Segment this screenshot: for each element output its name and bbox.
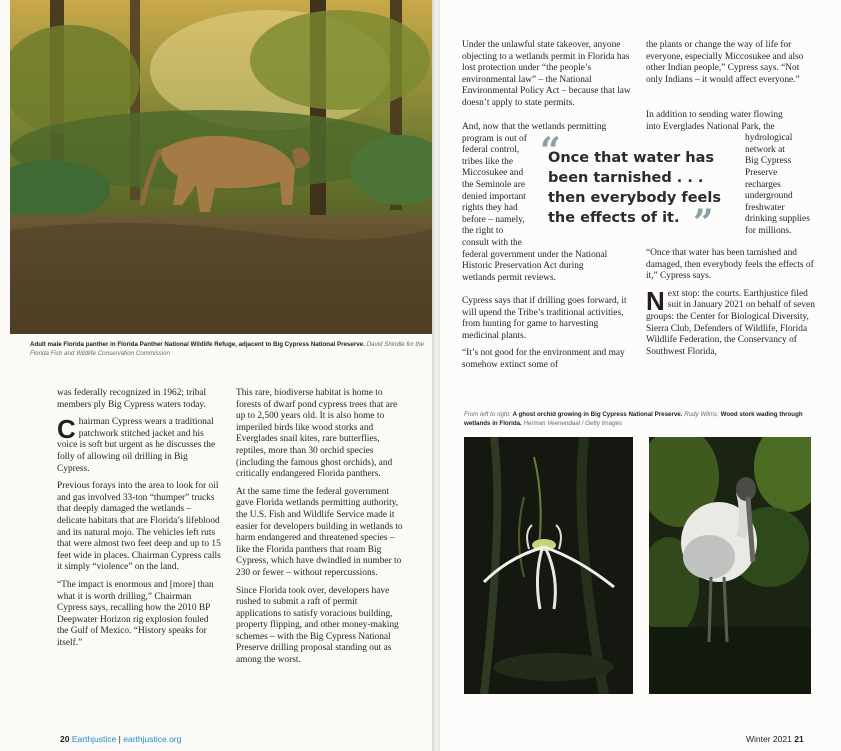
left-column-2 bbox=[236, 388, 404, 673]
text-line: drinking supplies bbox=[745, 214, 810, 225]
text-line: freshwater bbox=[745, 202, 785, 213]
text-line: program is out of bbox=[462, 133, 527, 144]
paragraph-next-stop bbox=[646, 285, 816, 359]
paragraph: Since Florida took over, developers have rushed to submit a raft of permit applications to satisfy voracious building, property flipping, and other money-making schemes – with the Big Cypress National Preserve drilling proposal standing out as among the worst. bbox=[236, 585, 399, 666]
issue-season: Winter 2021 bbox=[746, 734, 792, 744]
paragraph: Under the unlawful state takeover, anyone objecting to a wetlands permit in Florida has lost protection under “the people’s environmental law” – the National Environmental Policy Act – because that law doesn’t apply to state permits. bbox=[462, 40, 631, 108]
panther-photo bbox=[10, 0, 434, 334]
text-line: Miccosukee and bbox=[462, 168, 524, 179]
dropcap: C bbox=[57, 414, 76, 445]
paragraph: the plants or change the way of life for everyone, especially Miccosukee and also other Indian people,” Cypress says. “Not only Indians – it would affect everyone.” bbox=[646, 40, 804, 85]
text-line: hydrological bbox=[745, 133, 793, 144]
page-number: 21 bbox=[794, 734, 804, 744]
caption-lead: From left to right: bbox=[464, 411, 511, 418]
text-line: rights they had bbox=[462, 203, 518, 214]
paragraph: “Once that water has been tarnished and damaged, then everybody feels the effects of it,” Cypress says. bbox=[646, 248, 814, 282]
text-line: for millions. bbox=[745, 225, 792, 236]
text-line: wetlands permit reviews. bbox=[462, 272, 556, 283]
paragraph: “It’s not good for the environment and may somehow extinct some of bbox=[462, 348, 625, 370]
wood-stork-photo bbox=[649, 437, 811, 694]
paragraph-text: hairman Cypress wears a traditional patchwork stitched jacket and his voice is soft but urgent as he discusses the folly of allowing oil drilling in Big Cypress. bbox=[57, 417, 216, 474]
pullquote-line: Once that water has bbox=[548, 150, 715, 166]
right-page bbox=[440, 0, 841, 751]
caption-title: A ghost orchid growing in Big Cypress National Preserve. bbox=[512, 411, 683, 418]
paragraph-text: ext stop: the courts. Earthjustice filed suit in January 2021 on behalf of seven groups: the Center for Biological Diversity, Sierra Club, Defenders of Wildlife, Florida Wildlife Federation, the Conservancy of Southwest Florida, bbox=[646, 288, 815, 357]
publication-url[interactable]: earthjustice.org bbox=[123, 734, 182, 744]
right-column-1 bbox=[462, 40, 632, 116]
text-line: In addition to sending water flowing bbox=[646, 110, 783, 120]
text-line: Big Cypress bbox=[745, 156, 792, 167]
text-line: into Everglades National Park, the bbox=[646, 121, 775, 132]
pullquote-close-mark: ” bbox=[693, 202, 714, 244]
left-folio bbox=[60, 734, 181, 744]
text-line: consult with the bbox=[462, 237, 522, 248]
folio-separator: | bbox=[118, 734, 121, 744]
photos-caption bbox=[464, 410, 814, 428]
paragraph-chairman bbox=[57, 414, 221, 475]
text-line: And, now that the wetlands permitting bbox=[462, 122, 607, 132]
right-column-1-lower bbox=[462, 296, 632, 378]
caption-credit: David Shindle for the Florida Fish and Wildlife Conservation Commission bbox=[30, 341, 425, 357]
text-line: before – namely, bbox=[462, 214, 525, 225]
text-line: denied important bbox=[462, 191, 526, 202]
text-line: recharges bbox=[745, 179, 781, 190]
paragraph: Previous forays into the area to look for oil and gas involved 33-ton “thumper” trucks that deeply damaged the wetlands – delicate habitats that are Florida’s lifeblood and its natural mojo. The vehicles left ruts that were almost two feet deep and up to 15 feet wide in places. Chairman Cypress calls it simply “violence” on the land. bbox=[57, 481, 221, 573]
paragraph: “The impact is enormous and [more] than what it is worth drilling,” Chairman Cypress says, recalling how the 2010 BP Deepwater Horizon rig explosion fouled the Gulf of Mexico. “History speaks for itself.” bbox=[57, 579, 214, 648]
panther-photo-caption bbox=[30, 340, 430, 358]
left-column-1 bbox=[57, 388, 221, 655]
text-line: federal government under the National bbox=[462, 249, 608, 260]
caption-title: Adult male Florida panther in Florida Panther National Wildlife Refuge, adjacent to Big Cypress National Preserve. bbox=[30, 341, 365, 348]
caption-credit: Rudy Wilms; bbox=[684, 411, 719, 418]
right-column-2-lower bbox=[646, 248, 816, 364]
text-line: underground bbox=[745, 191, 793, 202]
paragraph: was federally recognized in 1962; tribal members ply Big Cypress waters today. bbox=[57, 388, 207, 410]
text-line: Preserve bbox=[745, 167, 778, 178]
publication-name: Earthjustice bbox=[71, 734, 117, 744]
ghost-orchid-photo bbox=[464, 437, 633, 694]
text-line: the Seminole are bbox=[462, 179, 525, 190]
right-column-2 bbox=[646, 40, 812, 92]
pullquote-line: then everybody feels bbox=[548, 190, 721, 206]
text-line: network at bbox=[745, 144, 785, 155]
text-line: tribes like the bbox=[462, 156, 514, 167]
dropcap: N bbox=[646, 285, 665, 316]
paragraph: Cypress says that if drilling goes forward, it will upend the Tribe’s traditional activities, from hunting for game to harvesting medicinal plants. bbox=[462, 296, 627, 341]
pullquote-line: been tarnished . . . bbox=[548, 170, 704, 186]
paragraph: This rare, biodiverse habitat is home to forests of dwarf pond cypress trees that are up to 2,500 years old. It is also home to imperiled birds like wood storks and Everglades snail kites, rare butterflies, reptiles, more than 30 orchid species (including the famous ghost orchids), and critically endangered Florida panthers. bbox=[236, 388, 398, 480]
caption-title: Wood stork wading through wetlands in Florida. bbox=[464, 411, 803, 427]
paragraph: At the same time the federal government gave Florida wetlands permitting authority, the U.S. Fish and Wildlife Service made it easier for developers building in wetlands to harm endangered and threatened species – like the Florida panthers that roam Big Cypress, which have dwindled in number to 230 or fewer – without repercussions. bbox=[236, 486, 403, 578]
pullquote-open-mark: “ bbox=[540, 130, 561, 172]
caption-credit: Herman Veenendaal / Getty Images bbox=[523, 420, 622, 427]
page-number: 20 bbox=[60, 734, 70, 744]
pullquote-line: the effects of it. bbox=[548, 210, 680, 226]
text-line: the right to bbox=[462, 226, 504, 237]
right-folio bbox=[746, 734, 804, 744]
text-line: Historic Preservation Act during bbox=[462, 261, 584, 272]
text-line: federal control, bbox=[462, 145, 520, 156]
